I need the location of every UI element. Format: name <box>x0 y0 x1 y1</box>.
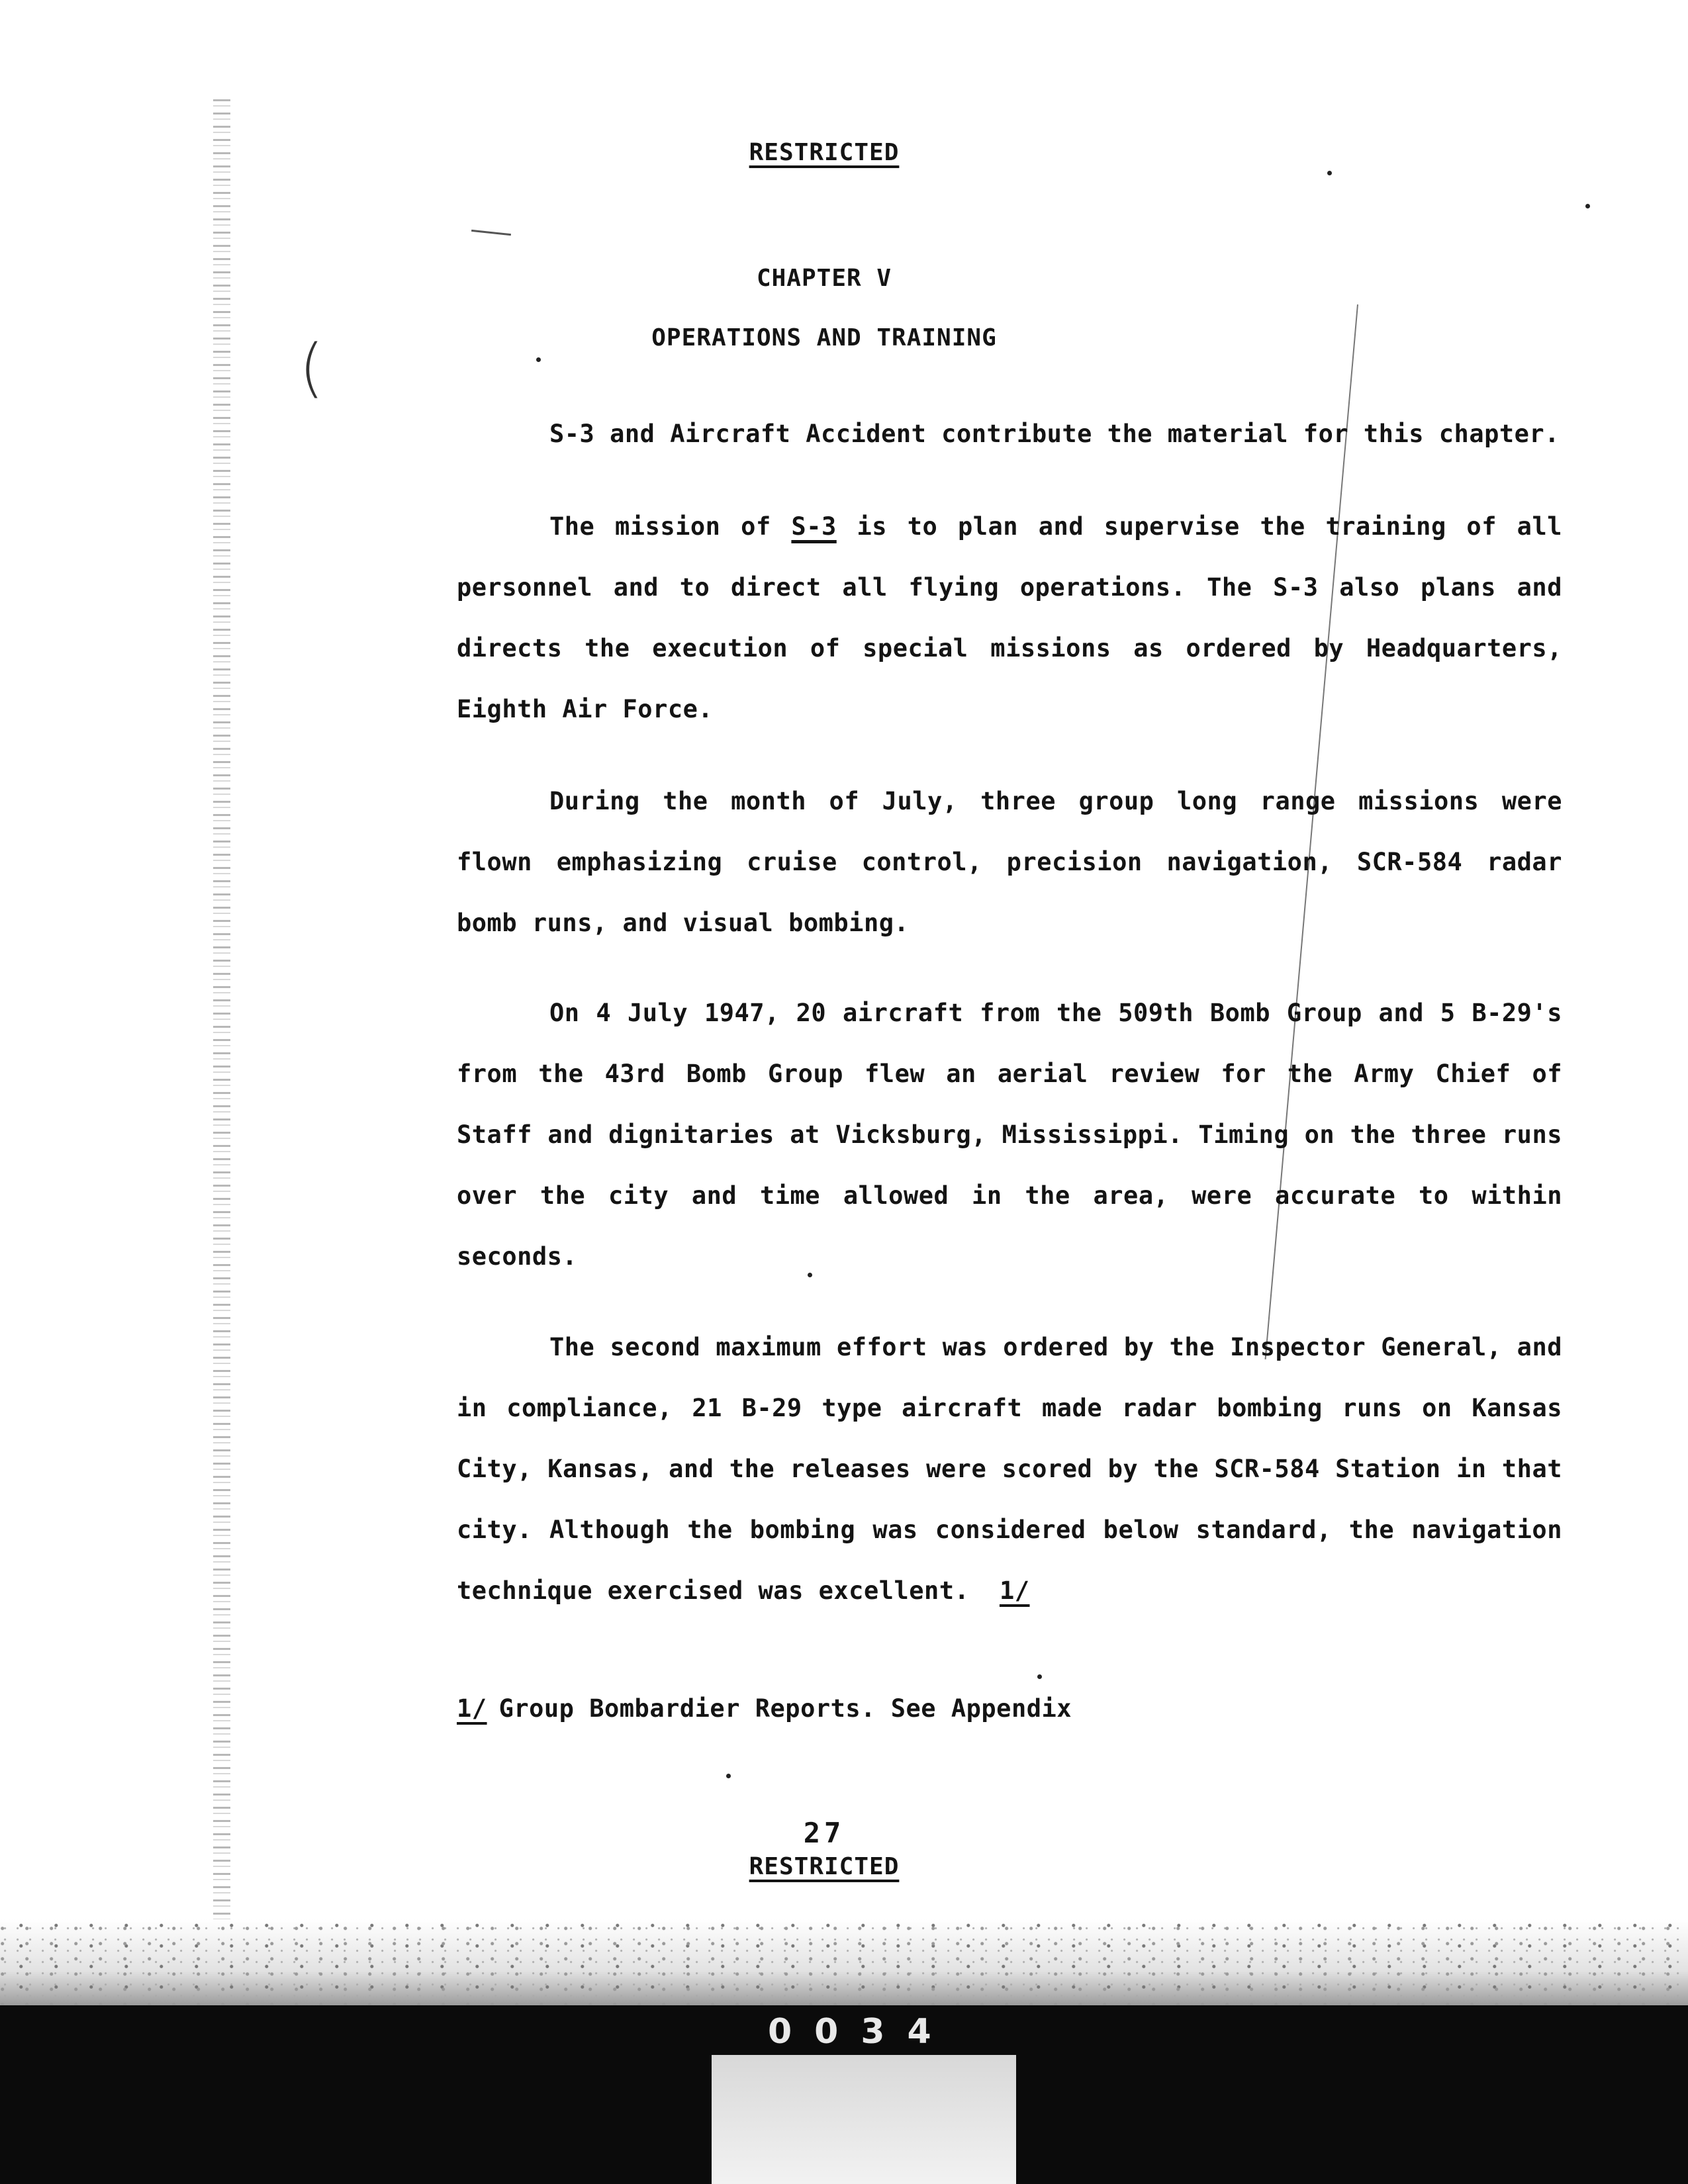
frame-number: 0034 <box>768 2012 954 2052</box>
classification-footer: RESTRICTED <box>749 1853 900 1880</box>
scan-left-edge <box>213 99 230 2005</box>
microfilm-notch <box>712 2055 1016 2184</box>
paragraph-mission <box>457 496 1562 740</box>
paragraph-text: On 4 July 1947, 20 aircraft from the 509th Bomb Group and 5 B-29's from the 43rd Bomb Group flew an aerial review for the Army Chief of Staff and dignitaries at Vicksburg, Mississippi. Timing on the three runs over the city and time allowed in the area, were accurate to within seconds. <box>457 999 1562 1271</box>
footnote <box>457 1694 1072 1723</box>
scan-speck <box>1327 171 1332 175</box>
underlined-s3: S-3 <box>791 512 837 541</box>
paragraph-text: The second maximum effort was ordered by the Inspector General, and in compliance, 21 B-29 type aircraft made radar bombing runs on Kansas City, Kansas, and the releases were scored by the SCR-584 Station in that city. Although the bombing was considered below standard, the navigation technique exercised was excellent. <box>457 1333 1562 1605</box>
paragraph-maximum-effort <box>457 1317 1562 1621</box>
footnote-mark: 1/ <box>457 1694 487 1723</box>
paragraph-text: is to plan and supervise the training of all personnel and to direct all flying operations. The S-3 also plans and directs the execution of special missions as ordered by Headquarters, Eighth Air Force. <box>457 512 1562 723</box>
paragraph-text: During the month of July, three group long range missions were flown emphasizing cruise control, precision navigation, SCR-584 radar bomb runs, and visual bombing. <box>457 787 1562 937</box>
paragraph-aerial-review <box>457 983 1562 1287</box>
stray-mark <box>471 230 511 236</box>
footnote-reference: 1/ <box>999 1576 1030 1605</box>
chapter-title: OPERATIONS AND TRAINING <box>651 324 997 351</box>
paragraph-text-lead: The mission of <box>549 512 792 541</box>
scan-speck <box>726 1774 731 1778</box>
scan-speck <box>536 357 541 362</box>
paragraph-text: S-3 and Aircraft Accident contribute the material for this chapter. <box>549 420 1560 448</box>
classification-header: RESTRICTED <box>749 139 900 166</box>
footnote-text: Group Bombardier Reports. See Appendix <box>498 1694 1072 1723</box>
margin-mark: ( <box>299 331 324 405</box>
page-number: 27 <box>803 1817 845 1849</box>
paragraph-intro <box>457 404 1562 465</box>
chapter-number: CHAPTER V <box>756 265 892 292</box>
scan-noise-band <box>0 1919 1688 2005</box>
scan-speck <box>1037 1674 1042 1679</box>
paragraph-july-missions <box>457 771 1562 954</box>
scan-speck <box>1585 204 1590 208</box>
